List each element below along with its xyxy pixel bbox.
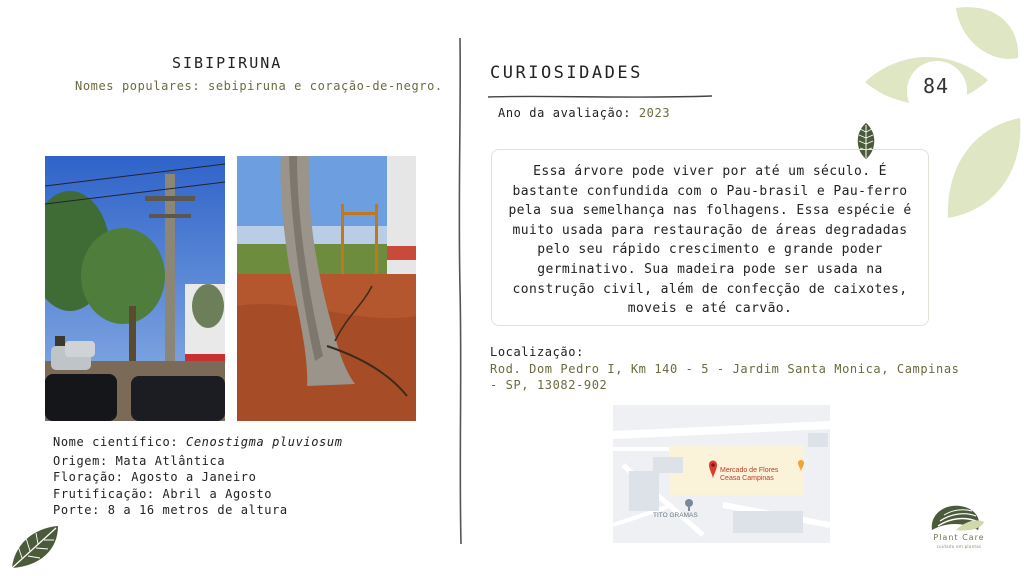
scientific-name-row xyxy=(53,434,343,451)
location-label: Localização: xyxy=(490,345,584,359)
scientific-name: Cenostigma pluviosum xyxy=(186,435,343,449)
logo-tagline: cuidado em plantas xyxy=(936,544,982,549)
column-divider xyxy=(455,38,465,544)
tree-photo-street xyxy=(45,156,225,421)
location-address: Rod. Dom Pedro I, Km 140 - 5 - Jardim Santa Monica, Campinas - SP, 13082-902 xyxy=(490,362,960,392)
curiosities-title: CURIOSIDADES xyxy=(490,63,643,83)
logo-name: Plant Care xyxy=(933,533,985,542)
leaf-icon xyxy=(8,522,64,570)
plant-care-logo xyxy=(920,500,998,552)
species-details xyxy=(53,434,343,519)
evaluation-year-label: Ano da avaliação: xyxy=(498,106,639,120)
map-nearby-label: TITO GRAMAS xyxy=(653,512,698,519)
tree-size: Porte: 8 a 16 metros de altura xyxy=(53,503,288,517)
map-place-label xyxy=(720,467,778,483)
evaluation-year xyxy=(498,106,670,120)
title-underline xyxy=(486,85,714,91)
evaluation-year-value: 2023 xyxy=(638,106,671,120)
map-place-name-line2: Ceasa Campinas xyxy=(720,475,774,482)
tree-trunk-photo xyxy=(237,156,416,421)
species-title: SIBIPIRUNA xyxy=(172,54,283,72)
flowering-period: Floração: Agosto a Janeiro xyxy=(53,470,257,484)
popular-names: Nomes populares: sebipiruna e coração-de-negro. xyxy=(75,79,443,93)
origin: Origem: Mata Atlântica xyxy=(53,453,226,468)
scientific-name-label: Nome científico: xyxy=(53,435,187,449)
page-number: 84 xyxy=(922,74,950,98)
curiosities-text: Essa árvore pode viver por até um século. É bastante confundida com o Pau-brasil e Pau-ferro pela sua semelhança nas folhagens. Essa espécie é muito usada para restauração de áreas degradadas pelo seu rápido crescimento e grande poder germinativo. Sua madeira pode ser usada na construção civil, além de confecção de caixotes, moveis e até carvão. xyxy=(491,149,929,326)
fruiting-period: Frutificação: Abril a Agosto xyxy=(53,486,273,501)
location-map[interactable] xyxy=(613,405,830,543)
map-place-name-line1: Mercado de Flores xyxy=(720,467,779,474)
